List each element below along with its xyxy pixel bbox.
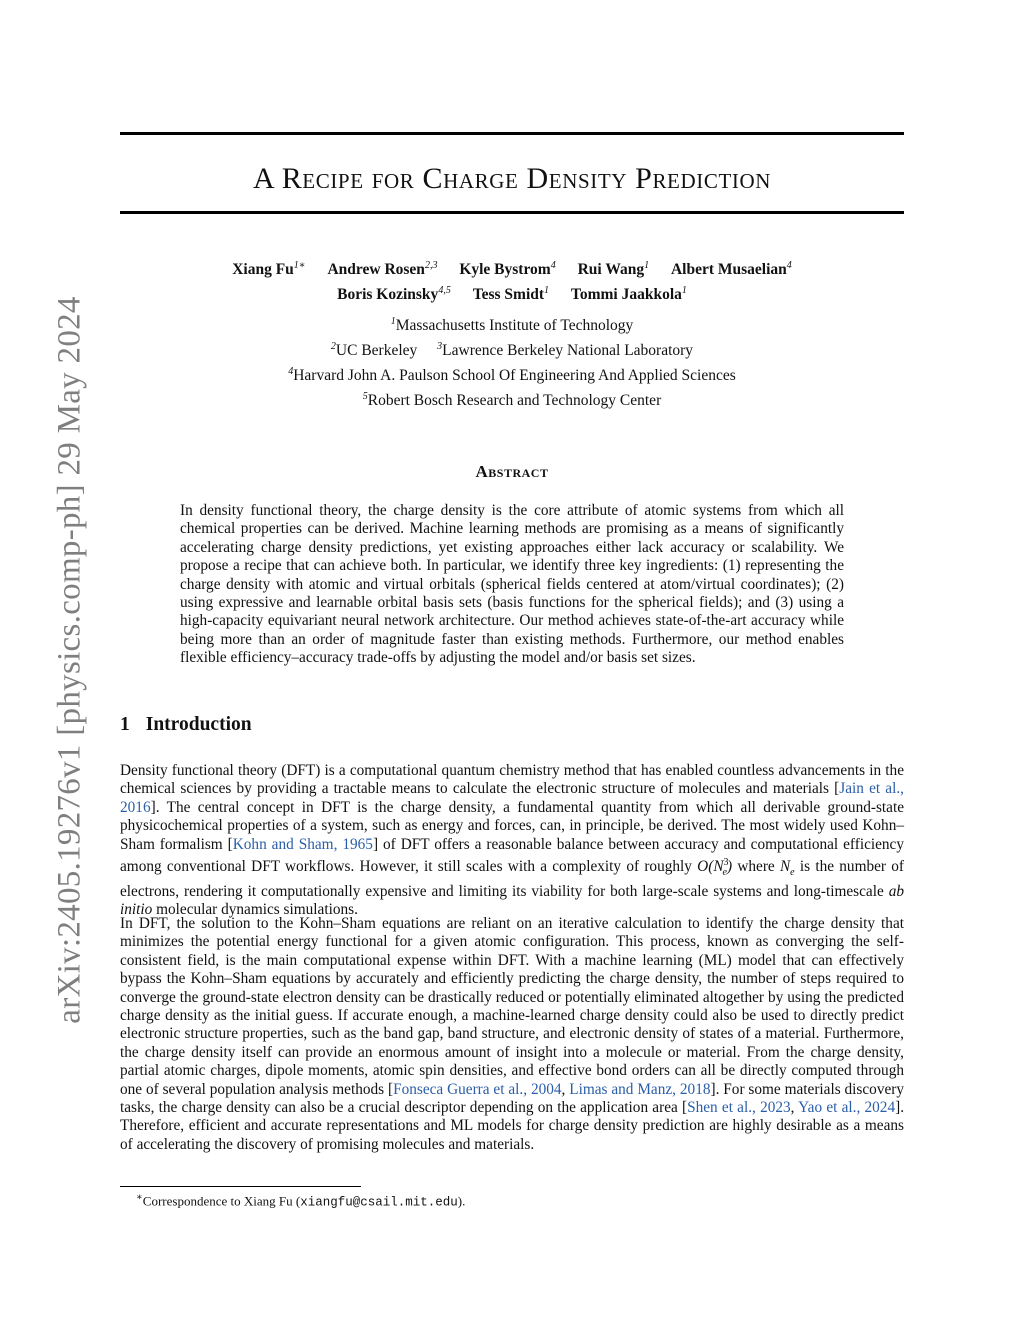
arxiv-identifier-stamp: arXiv:2405.19276v1 [physics.comp-ph] 29 May 2024 — [51, 296, 88, 1024]
citation-link[interactable]: Limas and Manz, 2018 — [569, 1080, 711, 1098]
citation-link[interactable]: Shen et al., 2023 — [687, 1099, 791, 1117]
affiliation-line: $^4$Harvard John A. Paulson School Of Engineering And Applied Sciences — [288, 366, 736, 385]
footnote: ∗Correspondence to Xiang Fu (xiangfu@csail.mit.edu). — [136, 1192, 466, 1210]
author-name: Rui Wang$^1$ — [577, 260, 650, 279]
complexity-formula: $O(N^3_e)$ — [697, 857, 733, 879]
author-name: Albert Musaelian$^4$ — [670, 260, 792, 279]
body-paragraph: In DFT, the solution to the Kohn–Sham equations are reliant on an iterative calculation to identify the charge density that minimizes the potential energy functional for a given atomic configuration. This process, known as converging the self-consistent field, is the main computational expense within DFT. With a machine learning (ML) model that can effectively bypass the Kohn–Sham equations by accurately and efficiently predicting the charge density, the number of steps required to converge the ground-state electron density can be drastically reduced or potentially eliminated altogether by using the predicted charge density as the initial guess. If accurate enough, a machine-learned charge density could also be used to directly predict electronic structure properties, such as the band gap, band structure, and electronic density of states of a material. Furthermore, the charge density itself can provide an enormous amount of insight into a molecule or material. From the charge density, partial atomic charges, dipole moments, atomic spin densities, and effective bond orders can all be directly computed through one of several population analysis methods [Fonseca Guerra et al., 2004, Limas and Manz, 2018]. For some materials discovery tasks, the charge density can also be a crucial descriptor depending on the application area [Shen et al., 2023, Yao et al., 2024]. Therefore, efficient and accurate representations and ML models for charge density prediction are highly desirable as a means of accelerating the discovery of promising molecules and materials. — [120, 915, 905, 1153]
affiliation-line: $^5$Robert Bosch Research and Technology Center — [362, 391, 662, 410]
author-name: Xiang $Fu^{1∗}$ — [232, 260, 306, 279]
author-name: Tommi Jaakkola$^1$ — [570, 285, 687, 304]
email-address[interactable]: xiangfu@csail.mit.edu — [300, 1195, 458, 1210]
citation-link[interactable]: Fonseca Guerra et al., 2004 — [393, 1080, 562, 1098]
affiliation-line: $^1$Massachusetts Institute of Technology — [390, 316, 634, 335]
paper-title: A Recipe for Charge Density Prediction — [252, 162, 771, 195]
citation-link[interactable]: Yao et al., 2024 — [798, 1099, 896, 1117]
abstract-heading: Abstract — [475, 462, 549, 481]
author-name: Kyle Bystrom$^4$ — [459, 260, 556, 279]
citation-link[interactable]: Jain et al., 2016 — [120, 780, 904, 816]
author-name: Andrew Rosen$^{2,3}$ — [327, 260, 438, 279]
body-paragraph: Density functional theory (DFT) is a computational quantum chemistry method that has enabled countless advancements in the chemical sciences by providing a tractable means to calculate the electronic structure of molecules and materials [Jain et al., 2016]. The central concept in DFT is the charge density, a fundamental quantity from which all derivable ground-state physicochemical properties of a system, such as energy and forces, can, in principle, be derived. The most widely used Kohn–Sham formalism [Kohn and Sham, 1965] of DFT offers a reasonable balance between accuracy and computational efficiency among conventional DFT workflows. However, it still scales with a complexity of roughly $O(N^3_e)$ where $N_e$ is the number of electrons, rendering it computationally expensive and limiting its viability for both large-scale systems and long-timescale ab initio molecular dynamics simulations. — [120, 762, 904, 918]
citation-link[interactable]: Kohn and Sham, 1965 — [232, 835, 373, 853]
author-list-line-1 — [120, 260, 904, 279]
author-list-line-2 — [120, 285, 904, 304]
electron-count-symbol: $N_e$ — [779, 858, 795, 879]
abstract-body: In density functional theory, the charge density is the core attribute of atomic systems from which all chemical properties can be derived. Machine learning methods are promising as a means of significantly accelerating charge density predictions, yet existing approaches either lack accuracy or scalability. We propose a recipe that can achieve both. In particular, we identify three key ingredients: (1) representing the charge density with atomic and virtual orbitals (spherical fields centered at atom/virtual coordinates); (2) using expressive and learnable orbital basis sets (basis functions for the spherical fields); and (3) using a high-capacity equivariant neural network architecture. Our method achieves state-of-the-art accuracy while being more than an order of magnitude faster than existing methods. Furthermore, our method enables flexible efficiency–accuracy trade-offs by adjusting the model and/or basis set sizes. — [180, 502, 844, 667]
affiliation-line: $^2$UC Berkeley $^3$Lawrence Berkeley National Laboratory — [330, 341, 694, 360]
title-top-rule — [120, 132, 904, 135]
title-bottom-rule — [120, 211, 904, 214]
footnote-rule — [120, 1186, 361, 1187]
section-heading: 1 Introduction — [120, 714, 252, 735]
author-name: Tess Smidt$^1$ — [472, 285, 550, 304]
author-name: Boris Kozinsky$^{4,5}$ — [337, 285, 451, 304]
